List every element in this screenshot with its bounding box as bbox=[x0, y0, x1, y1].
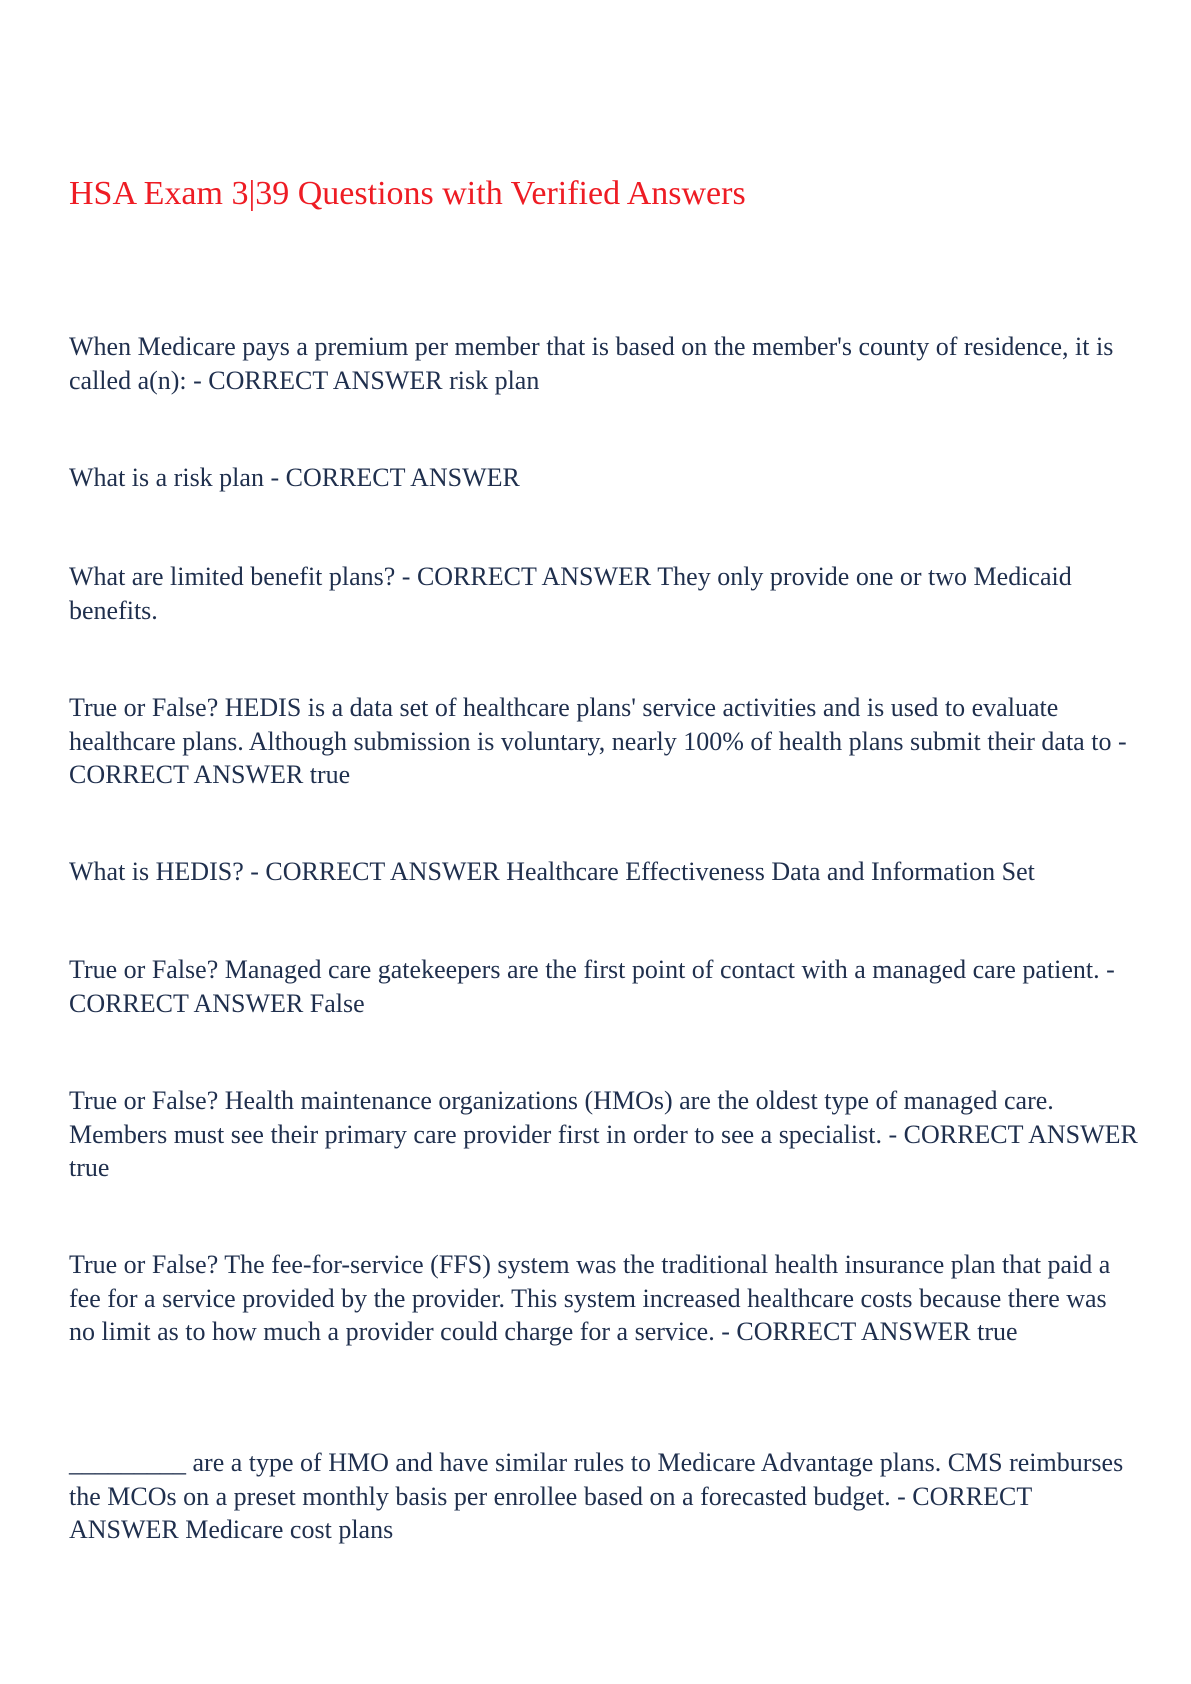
qa-item-2: What is a risk plan - CORRECT ANSWER bbox=[69, 463, 520, 492]
qa-item-3: What are limited benefit plans? - CORRECT ANSWER They only provide one or two Medicaid benefits. bbox=[69, 562, 1072, 625]
qa-item-5: What is HEDIS? - CORRECT ANSWER Healthcare Effectiveness Data and Information Set bbox=[69, 857, 1035, 886]
qa-item-4: True or False? HEDIS is a data set of healthcare plans' service activities and is used to evaluate healthcare plans. Although submission is voluntary, nearly 100% of health plans submit their data to - CORRECT ANSWER true bbox=[69, 693, 1127, 789]
qa-item-1: When Medicare pays a premium per member that is based on the member's county of residence, it is called a(n): - CORRECT ANSWER risk plan bbox=[69, 332, 1114, 395]
qa-item-7: True or False? Health maintenance organizations (HMOs) are the oldest type of managed care. Members must see their primary care provider first in order to see a specialist. - CORRECT ANSWER true bbox=[69, 1086, 1138, 1182]
page-title: HSA Exam 3|39 Questions with Verified Answers bbox=[69, 175, 746, 212]
qa-item-9: _________ are a type of HMO and have similar rules to Medicare Advantage plans. CMS reimburses the MCOs on a preset monthly basis per enrollee based on a forecasted budget. - CORRECT ANSWER Medicare cost plans bbox=[69, 1448, 1124, 1544]
qa-item-8: True or False? The fee-for-service (FFS) system was the traditional health insurance plan that paid a fee for a service provided by the provider. This system increased healthcare costs because there was no limit as to how much a provider could charge for a service. - CORRECT ANSWER true bbox=[69, 1250, 1111, 1346]
qa-item-6: True or False? Managed care gatekeepers are the first point of contact with a managed care patient. - CORRECT ANSWER False bbox=[69, 955, 1115, 1018]
